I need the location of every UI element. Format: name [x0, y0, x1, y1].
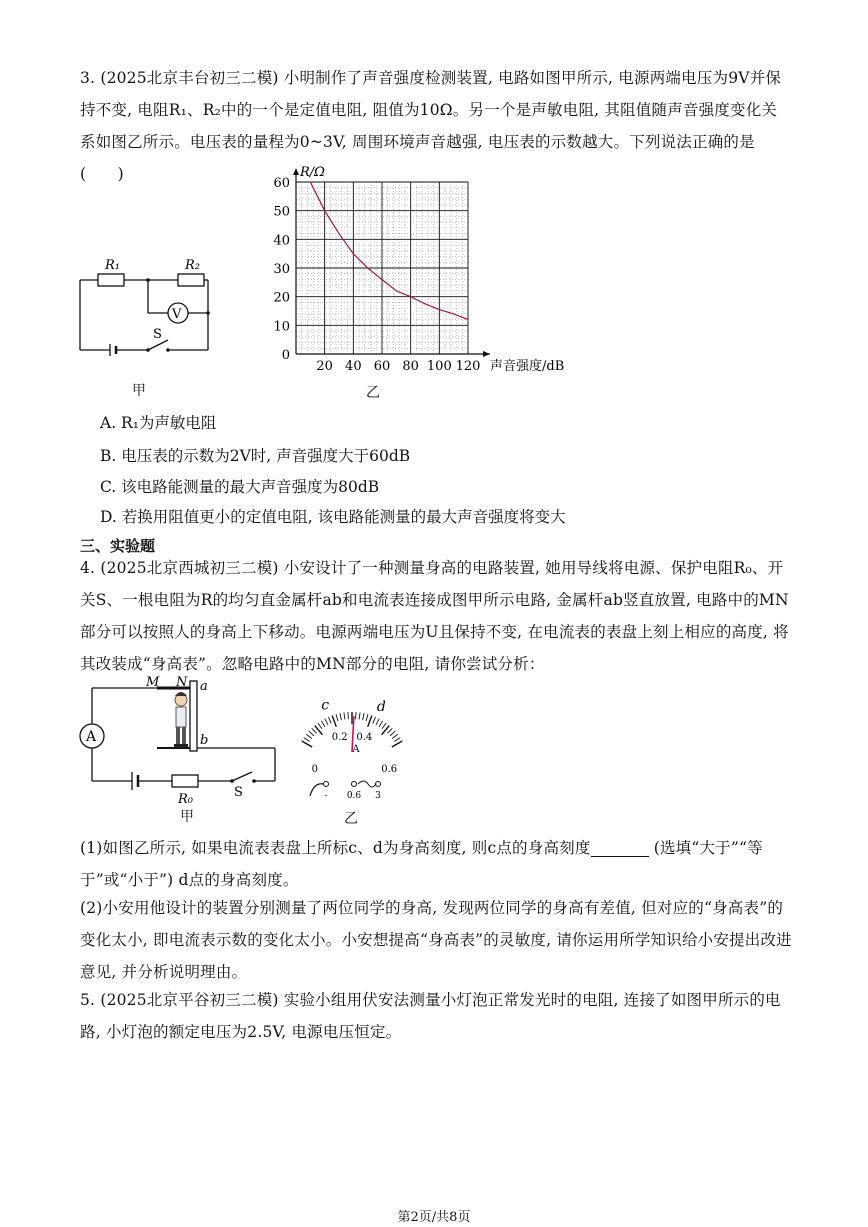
d-label: d [376, 698, 386, 715]
q3-option-b: B. 电压表的示数为2V时, 声音强度大于60dB [100, 447, 411, 465]
y-axis-label: R/Ω [300, 165, 325, 180]
terminal-wire [310, 784, 324, 796]
switch-s-label: S [234, 785, 243, 800]
x-tick-label: 80 [402, 359, 419, 374]
dial-tick-label: 0 [311, 764, 319, 775]
q4-sub1-rest: (选填“大于”“等于”或“小于”) d点的身高刻度。 [80, 839, 763, 889]
page-footer: 第2页/共8页 [397, 1210, 471, 1225]
q4-circuit-caption: 甲 [180, 809, 194, 825]
x-tick-label: 120 [455, 359, 481, 374]
dial-unit: A [352, 744, 360, 755]
q3-option-d: D. 若换用阻值更小的定值电阻, 该电路能测量的最大声音强度将变大 [100, 508, 566, 526]
dial-tick [379, 721, 383, 727]
q4-sub1-first: (1)如图乙所示, 如果电流表表盘上所标c、d为身高刻度, 则c点的身高刻度 [80, 839, 591, 857]
terminal-3 [376, 782, 381, 787]
y-tick-label: 0 [281, 348, 290, 363]
y-tick-label: 10 [273, 319, 290, 335]
n-label: N [176, 675, 188, 690]
dial-tick [359, 713, 360, 720]
q4-meter-caption: 乙 [344, 811, 358, 827]
dial-tick [382, 723, 386, 729]
q3-option-c: C. 该电路能测量的最大声音强度为80dB [100, 478, 380, 496]
dial-tick [318, 723, 322, 729]
section-title: 三、实验题 [80, 537, 156, 555]
dial-tick [392, 734, 398, 738]
x-axis-arrow [483, 351, 490, 357]
terminal-label: - [324, 791, 328, 801]
y-tick-label: 40 [273, 233, 290, 249]
dial-tick [312, 728, 317, 733]
dial-tick [304, 738, 310, 742]
r0-label: R₀ [178, 792, 193, 807]
y-tick-label: 30 [273, 262, 290, 277]
answer-blank[interactable] [591, 838, 649, 857]
switch-label: S [153, 327, 162, 342]
ammeter-dial [290, 692, 430, 802]
dial-tick [344, 713, 345, 720]
y-tick-label: 60 [273, 176, 290, 191]
q3-text: 3. (2025北京丰台初三二模) 小明制作了声音强度检测装置, 电路如图甲所示, 电源两端电压为9V并保持不变, 电阻R₁、R₂中的一个是定值电阻, 阻值为10Ω。另一个是声敏电阻, 其阻值随声音强度变化关系如图乙所示。电压表的量程为0~3V, 周围环境声音越强, 电压表的示数越大。下列说法正确的是 ( ) [80, 69, 782, 183]
dial-tick [336, 714, 338, 721]
r1-label: R₁ [105, 258, 120, 273]
x-tick-label: 100 [426, 359, 452, 374]
q5-text: 5. (2025北京平谷初三二模) 实验小组用伏安法测量小灯泡正常发光时的电阻, 连接了如图甲所示的电路, 小灯泡的额定电压为2.5V, 电源电压恒定。 [80, 991, 781, 1041]
x-tick-label: 20 [316, 359, 333, 374]
y-axis-arrow [293, 168, 299, 175]
dial-tick [394, 738, 400, 742]
dial-tick [302, 741, 312, 747]
terminal-neg [324, 782, 329, 787]
terminal-label: 0.6 [346, 791, 362, 801]
dial-tick-label: 0.6 [381, 764, 398, 775]
dial-tick [306, 734, 312, 738]
dial-tick [390, 731, 395, 736]
terminal-wire [358, 781, 376, 787]
dial-tick [321, 721, 325, 727]
x-tick-label: 40 [345, 359, 362, 374]
dial-tick [309, 731, 314, 736]
dial-tick [366, 714, 368, 721]
dial-tick [392, 741, 402, 747]
q3-circuit-caption: 甲 [132, 383, 146, 399]
y-tick-label: 20 [273, 290, 290, 306]
dial-tick [325, 719, 328, 725]
q4-sub1 [80, 832, 792, 896]
r2-label: R₂ [185, 258, 200, 273]
person-figure [174, 692, 188, 748]
b-label: b [200, 733, 209, 748]
terminal-06 [352, 782, 357, 787]
y-tick-label: 50 [273, 204, 290, 220]
c-label: c [321, 697, 330, 714]
dial-tick [328, 717, 331, 723]
resistance-vs-sound-chart [270, 160, 580, 390]
dial-tick [363, 713, 364, 720]
dial-tick-label: 0.4 [356, 732, 373, 744]
x-tick-label: 60 [373, 359, 391, 374]
dial-tick [376, 719, 379, 725]
q3-graph-caption: 乙 [366, 385, 380, 401]
dial-tick [387, 728, 392, 733]
q4-circuit-diagram [82, 676, 282, 816]
dial-tick [373, 717, 376, 723]
voltmeter-label: V [172, 307, 182, 322]
ammeter-label: A [86, 729, 97, 745]
x-axis-label: 声音强度/dB [490, 359, 565, 374]
q3-option-a: A. R₁为声敏电阻 [100, 414, 217, 432]
q4-sub2: (2)小安用他设计的装置分别测量了两位同学的身高, 发现两位同学的身高有差值, 但对应的“身高表”的变化太小, 即电流表示数的变化太小。小安想提高“身高表”的灵敏度, 请你运用所学知识给小安提出改进意见, 并分析说明理由。 [80, 899, 792, 981]
q4-text: 4. (2025北京西城初三二模) 小安设计了一种测量身高的电路装置, 她用导线将电源、保护电阻R₀、开关S、一根电阻为R的均匀直金属杆ab和电流表连接成图甲所示电路, 金属杆ab竖直放置, 电路中的MN部分可以按照人的身高上下移动。电源两端电压为U且保持不变, 在电流表的表盘上刻上相应的高度, 将其改装成“身高表”。忽略电路中的MN部分的电阻, 请你尝试分析： [80, 559, 789, 673]
dial-tick [368, 715, 372, 726]
m-label: M [146, 675, 160, 690]
a-label: a [200, 679, 208, 694]
dial-tick-label: 0.2 [331, 732, 348, 744]
q3-circuit-diagram [78, 258, 218, 368]
dial-tick [340, 713, 341, 720]
dial-tick [332, 715, 336, 726]
terminal-label: 3 [375, 791, 381, 801]
